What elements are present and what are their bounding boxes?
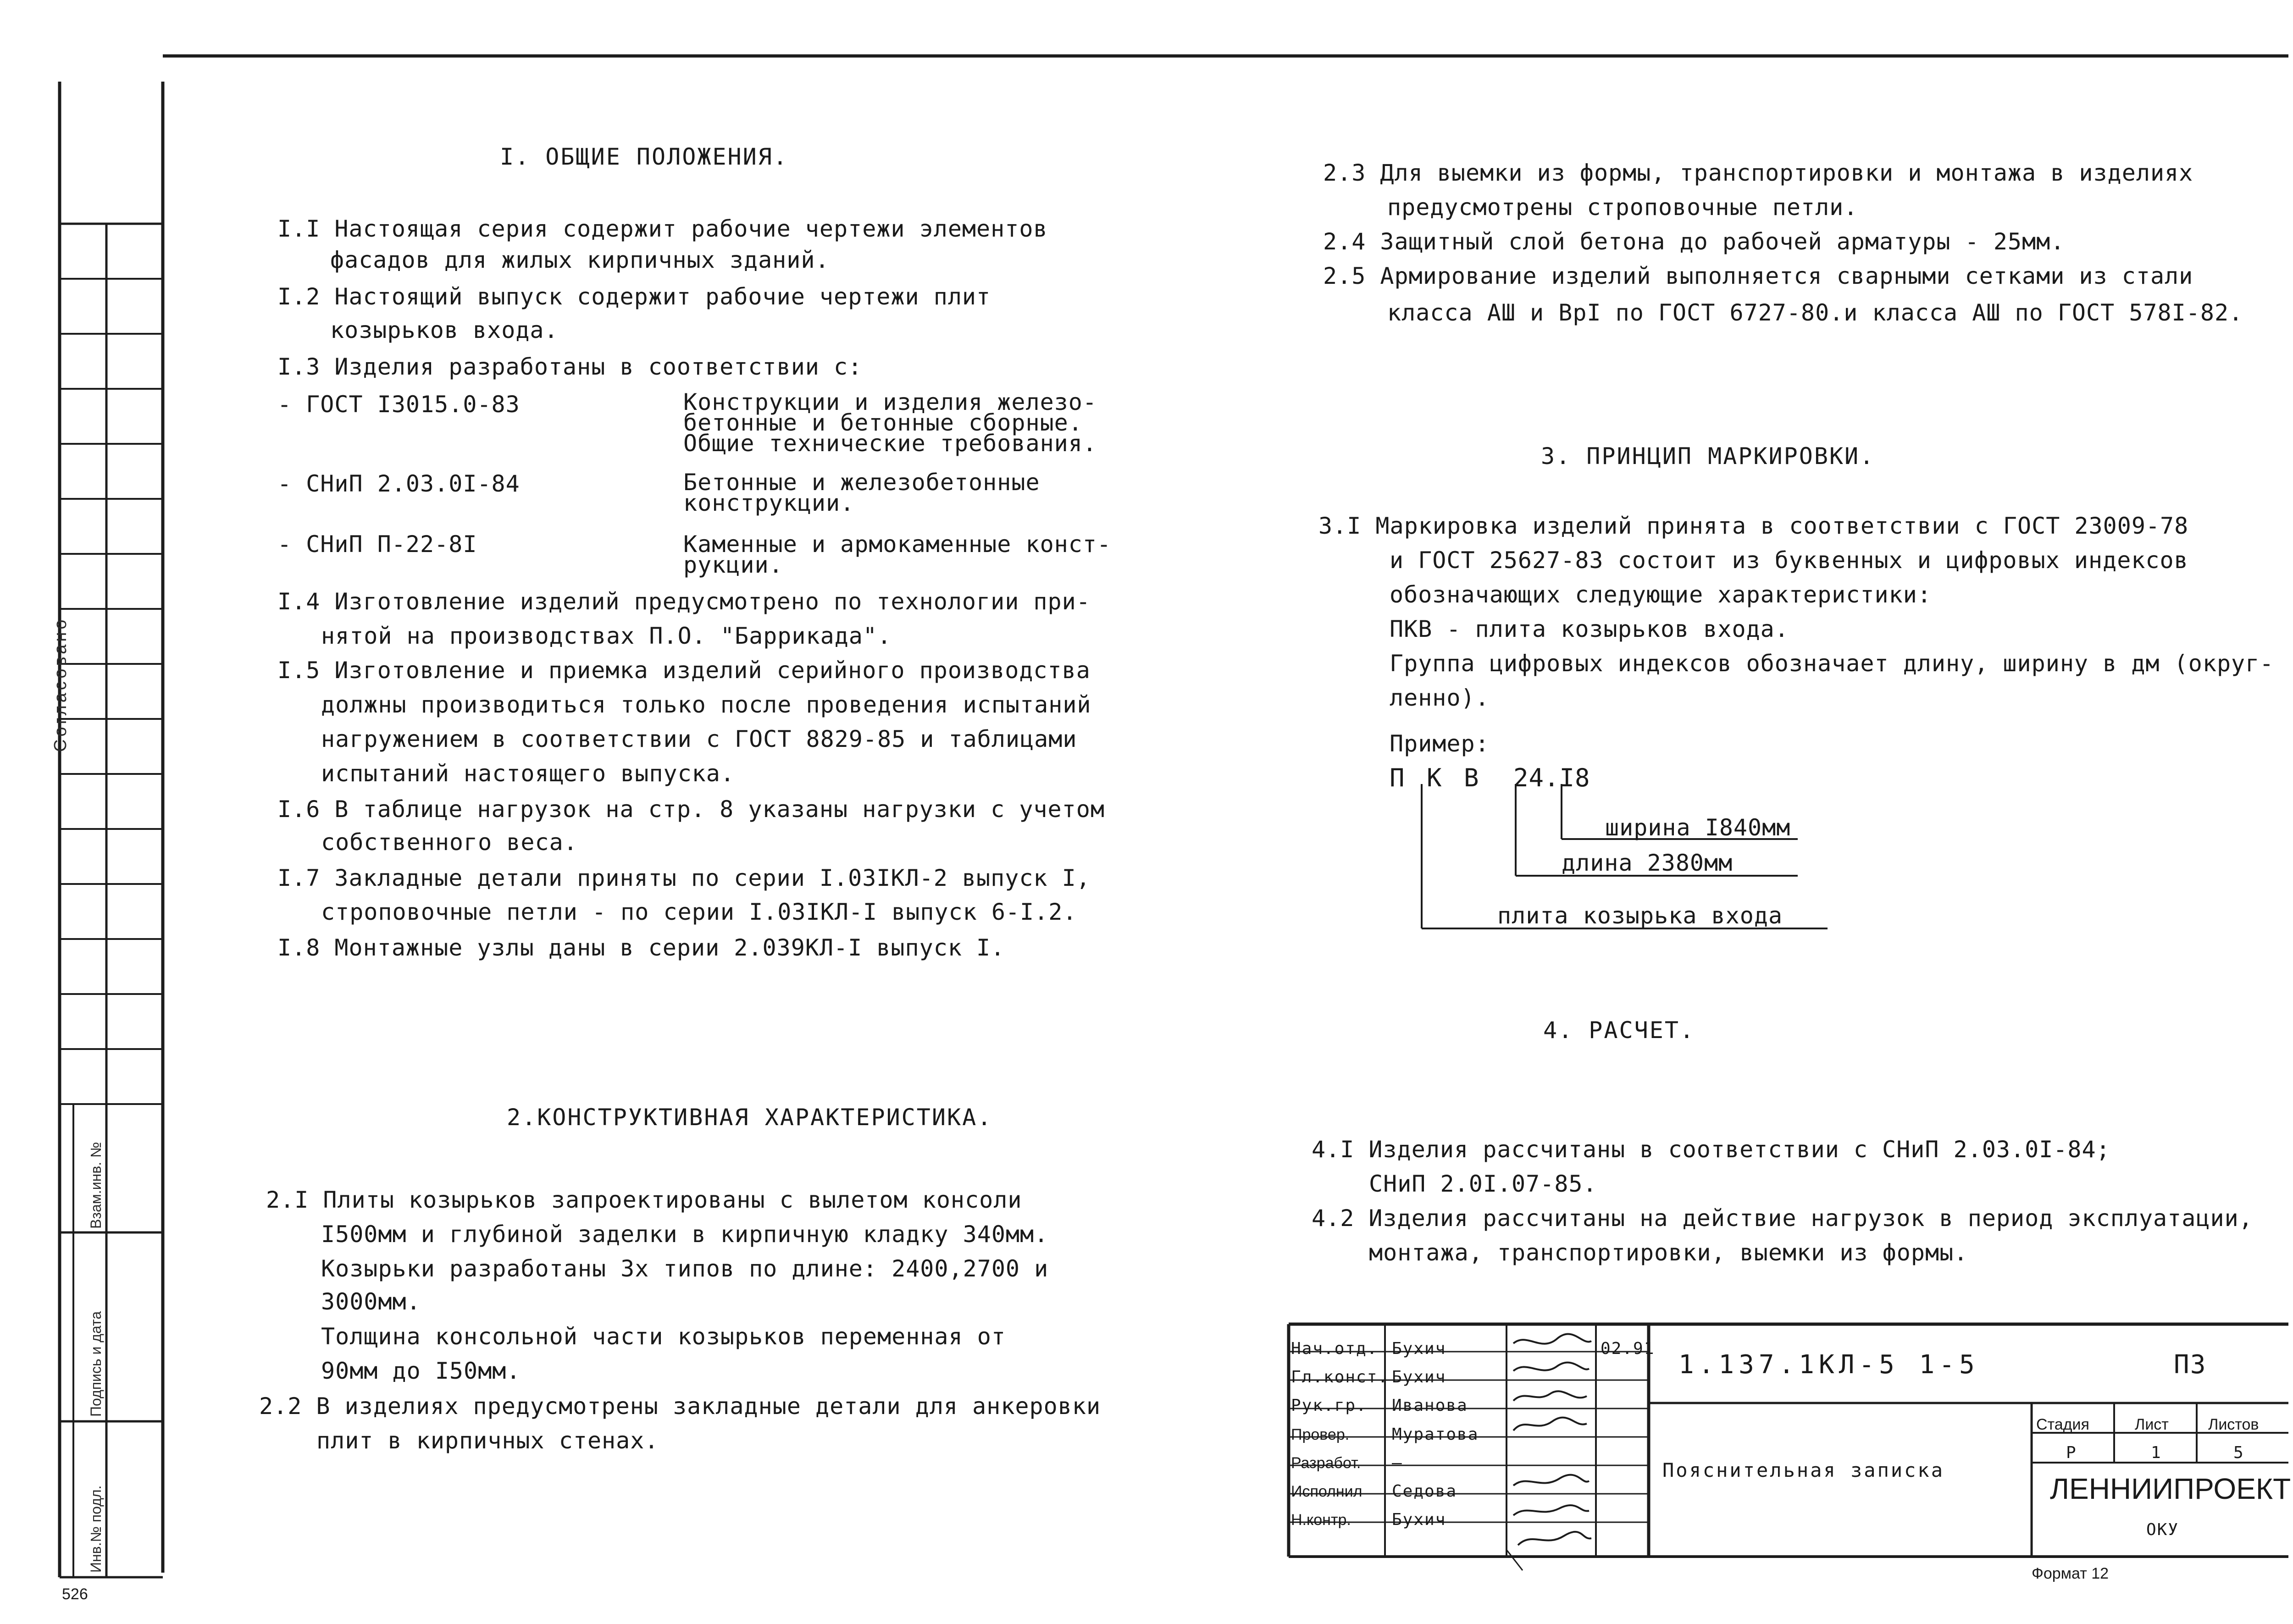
text-line: 2.4 Защитный слой бетона до рабочей арматуры - 25мм. — [1323, 228, 2065, 255]
role-norm-control: Н.контр. — [1291, 1511, 1351, 1529]
page-number: 526 — [62, 1585, 88, 1603]
marking-length: длина 2380мм — [1562, 850, 1733, 876]
text-line: I.4 Изготовление изделий предусмотрено по технологии при- — [277, 588, 1091, 615]
text-line: 3.I Маркировка изделий принята в соответствии с ГОСТ 23009-78 — [1318, 513, 2189, 539]
text-line: и ГОСТ 25627-83 состоит из буквенных и цифровых индексов — [1390, 547, 2188, 574]
text-line: козырьков входа. — [330, 317, 559, 343]
name-cell: Иванова — [1392, 1396, 1468, 1415]
norm-desc: Общие технические требования. — [683, 430, 1097, 457]
text-line: 2.5 Армирование изделий выполняется сварными сетками из стали — [1323, 263, 2193, 289]
organization-subdivision: ОКУ — [2146, 1520, 2179, 1539]
text-line: I500мм и глубиной заделки в кирпичную кладку 340мм. — [321, 1221, 1049, 1248]
inv-original-label: Инв.№ подл. — [88, 1485, 104, 1573]
text-line: Козырьки разработаны 3х типов по длине: 2400,2700 и — [321, 1255, 1049, 1282]
document-title: Пояснительная записка — [1662, 1459, 1945, 1481]
section-3-title: 3. ПРИНЦИП МАРКИРОВКИ. — [1541, 443, 1875, 470]
name-cell: Бухич — [1392, 1339, 1446, 1358]
name-cell: Муратова — [1392, 1425, 1479, 1444]
format-label: Формат 12 — [2032, 1565, 2109, 1582]
organization-name: ЛЕННИИПРОЕКТ — [2050, 1472, 2291, 1505]
role-developed: Разработ. — [1291, 1454, 1361, 1472]
name-cell: — — [1392, 1453, 1403, 1472]
role-head-dept: Нач.отд. — [1291, 1339, 1378, 1358]
text-line: 3000мм. — [321, 1288, 421, 1315]
text-line: обозначающих следующие характеристики: — [1390, 581, 1932, 608]
role-checked: Провер. — [1291, 1426, 1350, 1443]
text-line: 2.I Плиты козырьков запроектированы с вылетом консоли — [266, 1187, 1022, 1213]
marking-name: плита козырька входа — [1497, 902, 1783, 929]
norm-code: - ГОСТ I3015.0-83 — [277, 391, 520, 418]
stage-value: Р — [2066, 1443, 2077, 1462]
text-line: должны производиться только после проведения испытаний — [321, 691, 1091, 718]
text-line: нагружением в соответствии с ГОСТ 8829-85 и таблицами — [321, 726, 1077, 752]
date-cell: 02.91 — [1601, 1339, 1655, 1358]
sheet-code: ПЗ — [2174, 1350, 2207, 1380]
norm-desc: бетонные и бетонные сборные. — [683, 409, 1083, 436]
text-line: I.2 Настоящий выпуск содержит рабочие чертежи плит — [277, 283, 991, 310]
text-line: Толщина консольной части козырьков переменная от — [321, 1323, 1006, 1350]
text-line: ленно). — [1390, 685, 1490, 711]
norm-desc: рукции. — [683, 552, 783, 578]
stage-label: Стадия — [2036, 1416, 2089, 1433]
text-line: Пример: — [1390, 730, 1490, 757]
section-2-title: 2.КОНСТРУКТИВНАЯ ХАРАКТЕРИСТИКА. — [507, 1104, 993, 1131]
norm-code: - СНиП П-22-8I — [277, 531, 477, 558]
text-line: Группа цифровых индексов обозначает длину, ширину в дм (округ- — [1390, 650, 2274, 677]
text-line: строповочные петли - по серии I.03IКЛ-I выпуск 6-I.2. — [321, 899, 1077, 925]
inv-replaced-label: Взам.инв. № — [88, 1142, 104, 1229]
text-line: I.8 Монтажные узлы даны в серии 2.039КЛ-I выпуск I. — [277, 934, 1005, 961]
text-line: класса АШ и ВрI по ГОСТ 6727-80.и класса АШ по ГОСТ 578I-82. — [1387, 299, 2243, 326]
name-cell: Бухич — [1392, 1510, 1446, 1529]
text-line: испытаний настоящего выпуска. — [321, 760, 735, 787]
marking-width: ширина I840мм — [1605, 814, 1791, 841]
text-line: I.6 В таблице нагрузок на стр. 8 указаны нагрузки с учетом — [277, 796, 1105, 823]
text-line: СНиП 2.0I.07-85. — [1369, 1171, 1597, 1197]
role-group-lead: Рук.гр. — [1291, 1396, 1367, 1415]
signature-date-label: Подпись и дата — [88, 1311, 104, 1417]
text-line: 4.I Изделия рассчитаны в соответствии с СНиП 2.03.0I-84; — [1312, 1136, 2110, 1163]
text-line: 2.3 Для выемки из формы, транспортировки и монтажа в изделиях — [1323, 160, 2193, 186]
text-line: монтажа, транспортировки, выемки из формы. — [1369, 1239, 1968, 1266]
text-line: 4.2 Изделия рассчитаны на действие нагрузок в период эксплуатации, — [1312, 1205, 2253, 1232]
agreed-label: Согласовано — [51, 617, 70, 752]
name-cell: Бухич — [1392, 1368, 1446, 1386]
text-line: плит в кирпичных стенах. — [316, 1427, 659, 1454]
section-4-title: 4. РАСЧЕТ. — [1543, 1017, 1695, 1044]
text-line: I.I Настоящая серия содержит рабочие чертежи элементов — [277, 215, 1048, 242]
text-line: 2.2 В изделиях предусмотрены закладные детали для анкеровки — [259, 1393, 1101, 1420]
name-cell: Седова — [1392, 1482, 1457, 1501]
text-line: I.7 Закладные детали приняты по серии I.03IКЛ-2 выпуск I, — [277, 865, 1091, 891]
text-line: нятой на производствах П.О. "Баррикада". — [321, 623, 892, 649]
role-chief-designer: Гл.конст. — [1291, 1368, 1389, 1386]
document-code: 1.137.1КЛ-5 1-5 — [1678, 1350, 1979, 1380]
role-performed: Исполнил — [1291, 1483, 1363, 1500]
norm-desc: конструкции. — [683, 490, 855, 516]
norm-desc: Конструкции и изделия железо- — [683, 389, 1097, 415]
norm-desc: Каменные и армокаменные конст- — [683, 531, 1112, 558]
sheet-label: Лист — [2135, 1416, 2169, 1433]
marking-letters: П К В — [1390, 763, 1483, 792]
text-line: I.5 Изготовление и приемка изделий серийного производства — [277, 657, 1091, 684]
text-line: фасадов для жилых кирпичных зданий. — [330, 247, 830, 273]
text-line: предусмотрены строповочные петли. — [1387, 194, 1858, 221]
text-line: 90мм до I50мм. — [321, 1358, 521, 1384]
section-1-title: I. ОБЩИЕ ПОЛОЖЕНИЯ. — [500, 144, 788, 170]
norm-desc: Бетонные и железобетонные — [683, 469, 1040, 496]
norm-code: - СНиП 2.03.0I-84 — [277, 470, 520, 497]
marking-numbers: 24.I8 — [1513, 763, 1590, 792]
sheets-label: Листов — [2208, 1416, 2259, 1433]
text-line: собственного веса. — [321, 829, 578, 856]
text-line: ПКВ - плита козырьков входа. — [1390, 616, 1789, 642]
sheet-value: 1 — [2151, 1443, 2162, 1462]
sheets-value: 5 — [2233, 1443, 2244, 1462]
text-line: I.3 Изделия разработаны в соответствии с: — [277, 354, 863, 380]
